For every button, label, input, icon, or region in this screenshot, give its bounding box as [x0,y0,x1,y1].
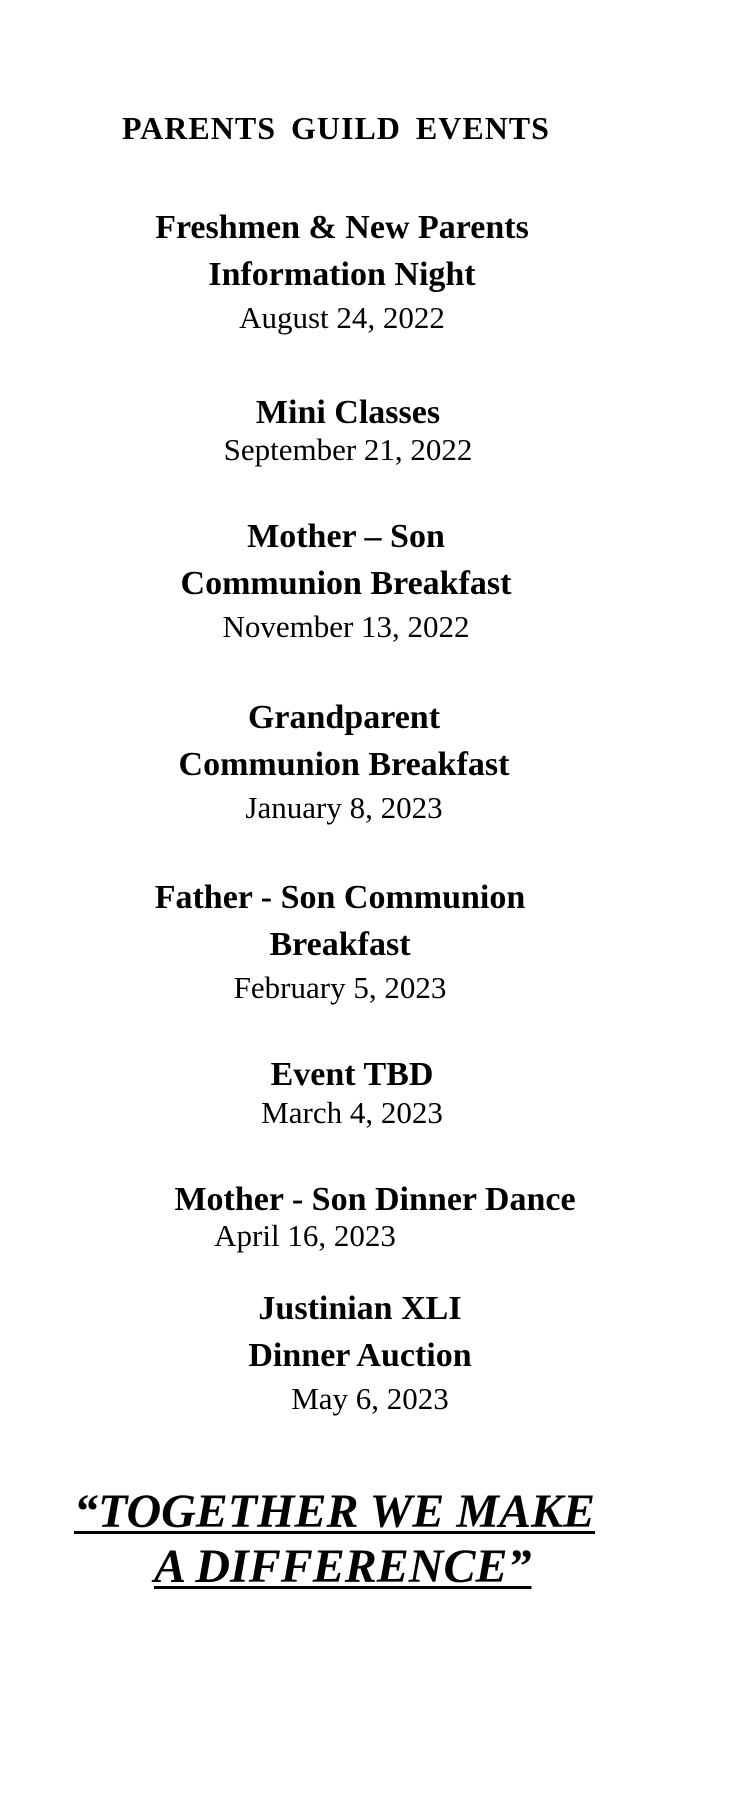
event-date: March 4, 2023 [261,1095,443,1130]
event-mother-son-communion [146,513,546,647]
event-grandparent-communion [144,694,544,828]
event-name-line: Communion Breakfast [180,565,512,602]
event-mother-son-dinner-dance [145,1180,605,1252]
event-name-line: Justinian XLI [258,1290,462,1327]
page-title: PARENTS GUILD EVENTS [122,110,550,146]
event-date: May 6, 2023 [291,1381,449,1416]
event-name-line: Father - Son Communion [154,879,526,916]
event-name-line: Mother - Son Dinner Dance [174,1181,576,1218]
event-name-line: Freshmen & New Parents [155,209,529,246]
event-tbd [232,1055,472,1131]
event-date: September 21, 2022 [223,432,473,467]
event-date: January 8, 2023 [245,790,443,825]
motto-line-2: A DIFFERENCE” [154,1540,532,1593]
event-name-line: Mini Classes [255,394,441,431]
event-date: November 13, 2022 [222,609,470,644]
event-date: February 5, 2023 [233,970,447,1005]
event-father-son-communion [130,874,550,1008]
event-name-line: Dinner Auction [248,1337,472,1374]
motto [74,1484,674,1594]
event-name-line: Grandparent [247,699,441,736]
event-date: August 24, 2022 [239,300,445,335]
motto-line-1: “TOGETHER WE MAKE [74,1485,596,1538]
event-mini-classes [198,393,498,467]
event-justinian-dinner-auction [220,1285,500,1419]
event-date: April 16, 2023 [214,1218,396,1253]
event-name-line: Information Night [208,256,476,293]
event-name-line: Event TBD [270,1056,434,1093]
event-name-line: Communion Breakfast [178,746,510,783]
event-name-line: Mother – Son [247,518,445,555]
event-name-line: Breakfast [269,926,411,963]
event-freshmen-night [142,204,542,338]
